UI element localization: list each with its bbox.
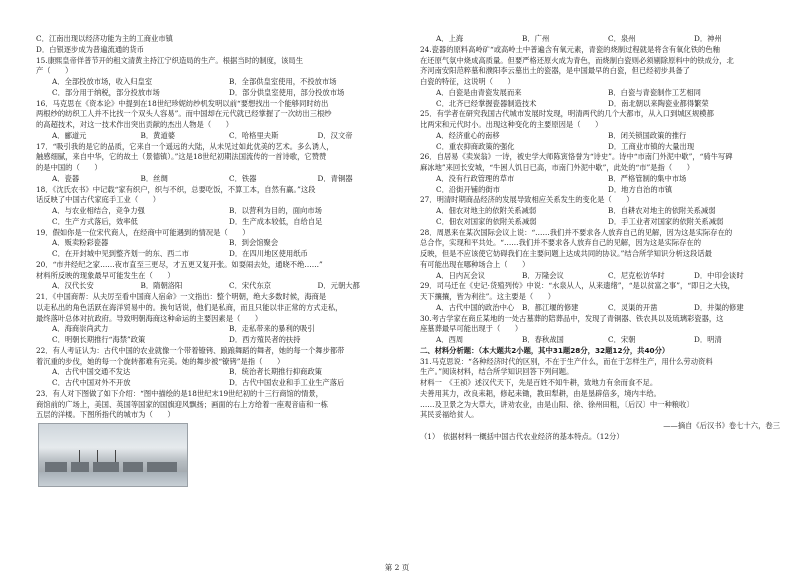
source-citation: ——摘自《后汉书》卷七十六，卷三: [663, 421, 780, 430]
text-line: 29．司马迁在《史记·货殖列传》中说：“水泉从人，从来遗绪”，“是以贫富之事”，“即日之大钱，: [420, 281, 735, 291]
answer-option: B．以营利为目的，面向市场: [229, 206, 322, 215]
answer-options: [36, 131, 406, 142]
text-line: 26．自居易《卖炭翁》一诗，被史学大师陈寅恪誉为“诗史”。诗中“市南门外泥中歇”，“骑牛写碑: [420, 152, 733, 162]
answer-option: C．明朝长期推行“海禁”政策: [52, 335, 146, 344]
text-line: 其民妥福给贫人。: [420, 410, 479, 420]
text-line: 齐河南安阳范粹墓和濮阳李云墓出土的瓷器，是中国最早的白瓷，但已经初步具备了: [420, 66, 690, 76]
answer-options: [420, 34, 780, 45]
text-line: 麻冰地”来回长安城，“牛困人饥日已高，市南门外泥中歇”，此处的“市”是指（ ）: [420, 163, 695, 172]
text-line: 两根纱的纺织工人并不比找一个双头人容易”。而中国却在元代就已经掌握了一次纺出三根纱: [36, 109, 332, 119]
answer-option: A．佃农对地主的依附关系减弱: [436, 206, 537, 215]
text-line: 31.马克思说：“各种经济时代的区别，不在于生产什么，而在于怎样生产，用什么劳动资料: [420, 356, 713, 366]
answer-options: [36, 217, 406, 228]
answer-options: [36, 281, 406, 292]
text-line: 19．假如你是一位宋代商人，在经商中可能遇到的情况是（ ）: [36, 227, 250, 237]
answer-option: C．在开封城中见到整齐划一的东、西二市: [52, 249, 189, 258]
text-line: 着沉重的步伐，她的每一个旋转都难有完美。她的舞步被“镣铐”是指（ ）: [36, 356, 285, 366]
answer-option: D．地方自治的市镇: [608, 184, 673, 194]
answer-option: C．沿街开铺的街市: [436, 184, 500, 194]
answer-option: A．白瓷是由青瓷发展而来: [436, 87, 522, 97]
answer-option: C．泉州: [608, 34, 636, 43]
text-line: 30.考古学家在商丘某地的一处古墓葬的陪葬品中，发现了青铜器、铁农具以及琉璃彩瓷器，这: [420, 313, 724, 323]
answer-option: B．隋朝洛阳: [140, 281, 183, 291]
answer-option: C．铁器: [229, 173, 257, 183]
text-line: 五层的洋楼。下图所指代的城市为（ ）: [36, 410, 175, 420]
text-line: ……及卫景之为大草大，讲劝农业，由是山阳、徐、徐州田粗，〔后汉〕中一种粮收〕: [420, 399, 694, 409]
text-line: 夫善用其力，改良耒耜，修起耒锄，教田犁耕，由是垦辟倍多，境内丰给。: [420, 388, 661, 398]
text-line: 16．马克思在《资本论》中提到在18世纪珍妮纺纱机发明以前“要想找出一个能够同时纺出: [36, 98, 329, 108]
text-line: 以走私出的角色活跃在海洋贸易中的。换句话说，他们是私商，而且只能以非正常的方式走私，: [36, 302, 343, 312]
text-line: 反映，但是不应该使它妨碍我们在主要问题上达成共同的协议。”结合所学知识分析这段话最: [420, 249, 712, 258]
answer-option: A．古代中国的政治中心: [436, 302, 515, 312]
answer-option: C．生产方式落后，效率低: [52, 216, 138, 226]
answer-options: [420, 271, 780, 282]
text-line: 的高超技术，对这一技术作出突出贡献的杰出人物是（ ）: [36, 120, 234, 129]
answer-option: C．北齐已经掌握瓷器制造技术: [436, 98, 537, 108]
text-line: 有可能出现在哪种场合上（ ）: [420, 259, 530, 269]
answer-option: A．郦道元: [52, 130, 87, 140]
answer-option: D．神州: [694, 34, 722, 43]
text-line: D．白银逐步成为普遍流通的货币: [36, 44, 145, 54]
answer-option: B．全部供皇室使用，不投放市场: [229, 77, 337, 86]
text-line: 材料一 《王祯》述汉代天下，先是百姓不知牛耕，致地力有余而食不足。: [420, 378, 658, 387]
answer-option: D．青铜器: [317, 173, 353, 183]
answer-option: B．闭关锁国政策的推行: [608, 130, 687, 140]
answer-options: [36, 367, 406, 378]
text-line: 在还原气氛中烧成高质量。但要严格还原火成为青色，而烧制白瓷则必须剔除原料中的铁成分，北: [420, 55, 734, 65]
answer-options: [420, 185, 780, 196]
answer-options: [420, 206, 780, 217]
answer-option: C．部分用于纳税，部分投放市场: [52, 87, 160, 97]
answer-option: D．在四川地区使用纸币: [229, 249, 308, 258]
text-line: 最终落叶总体对抗政府。导致明朝海商这种命运的主要因素是（ ）: [36, 313, 263, 323]
right-column: [420, 34, 780, 443]
answer-option: B．春秋战国: [522, 335, 564, 344]
text-line: 座墓葬最早可能出现于（ ）: [420, 324, 523, 334]
answer-options: [420, 217, 780, 228]
answer-option: B．黄道婆: [140, 130, 176, 140]
answer-options: [420, 131, 780, 142]
text-line: 21．《中国商帮：从夫厉至看中国商人宿命》一文指出：整个明朝，绝大多数时候，海商是: [36, 292, 327, 301]
answer-option: A．贩卖粉彩瓷器: [52, 238, 109, 248]
page-footer: 第 2 页: [384, 563, 410, 572]
answer-option: B．严格管制的集中市场: [608, 173, 687, 183]
answer-option: B．万隆会议: [522, 270, 564, 280]
text-line: 24.瓷器的原料高岭矿“或高岭土中普遍含有氧元素，青瓷的烧制过程就是将含有氧化铁的色釉: [420, 44, 720, 54]
answer-option: A．瓷器: [52, 173, 80, 183]
answer-options: [36, 324, 406, 335]
answer-option: B．丝绸: [140, 173, 168, 183]
text-line: 25．有学者在研究我国古代城市发展时发现，明清两代的几个大都市，从入口到城区规模都: [420, 109, 714, 119]
answer-option: D．汉文帝: [317, 130, 353, 140]
text-line: 产（ ）: [36, 66, 73, 76]
text-line: 话反映了中国古代家庭手工业（ ）: [36, 195, 161, 205]
text-line: 商馆前的广场上，美国、英国等国家的国旗迎风飘扬；画面的右上方给着一座观音庙和一栋: [36, 399, 328, 409]
answer-option: B．统治者长期推行抑商政策: [229, 367, 322, 377]
answer-option: D．生产成本较低，自给自足: [229, 216, 323, 226]
left-column: [36, 34, 406, 489]
text-line: 23．有人对下图做了如下介绍：“图中描绘的是18世纪末19世纪初的十三行商馆的情景，: [36, 388, 323, 398]
text-line: 总合作，实现和平共处。“……我们并不要求各人放弃自己的见解，因为这是实际存在的: [420, 238, 702, 248]
answer-option: A．古代中国交通不发达: [52, 367, 131, 377]
answer-option: C．古代中国对外不开放: [52, 378, 131, 387]
text-line: 天下攘攘，皆为利往”。这主要是（ ）: [420, 292, 556, 301]
text-line: 白瓷的特征，这说明（ ）: [420, 77, 515, 86]
answer-option: A．与农业相结合，竞争力强: [52, 206, 145, 215]
answer-options: [420, 335, 780, 346]
text-line: 22．有人考证认为：古代中国的农业就像一个带着镣铐、踉踉舞蹈的舞者，她的每一个舞步都带: [36, 345, 345, 355]
answer-options: [36, 174, 406, 185]
answer-option: D．元朝大都: [317, 281, 360, 291]
answer-option: D．西方殖民者的扶持: [229, 335, 301, 344]
answer-option: C．宋朝: [608, 335, 636, 344]
answer-option: C．宋代东京: [229, 281, 272, 291]
text-line: 18．《沈氏农书》中记载“家有织户，织与不织，总要吃饭，不算工本，自然有赢。”这段: [36, 184, 316, 194]
answer-options: [420, 142, 780, 153]
answer-option: A．日内瓦会议: [436, 270, 486, 280]
answer-options: [420, 88, 780, 99]
answer-option: B．都江堰的修建: [522, 302, 579, 312]
answer-option: D．明清: [694, 335, 722, 344]
answer-options: [36, 335, 406, 346]
text-line: 17．“吸引我的是它的品质，它来自一个遥远的大陆，从未见过如此优美的艺术。多么诱人，: [36, 141, 334, 151]
answer-option: A．没有行政管理的草市: [436, 173, 515, 183]
answer-option: B．自耕农对地主的依附关系减弱: [608, 206, 716, 215]
answer-options: [36, 88, 406, 99]
text-line: 27．明清时期商品经济的发展导致相应关系发生的变化是（ ）: [420, 195, 634, 205]
text-line: 材料所反映的现象最早可能发生在（ ）: [36, 270, 175, 280]
answer-option: A．西周: [436, 335, 464, 344]
text-line: （1） 依据材料一概括中国古代农业经济的基本特点。（12分）: [420, 431, 624, 441]
answer-option: D．井渠的修建: [694, 302, 744, 312]
text-line: 的是中国的（ ）: [36, 163, 102, 172]
answer-option: A．汉代长安: [52, 281, 94, 291]
answer-option: B．白瓷与青瓷制作工艺相同: [608, 87, 701, 97]
answer-option: D．南北朝以来陶瓷业都得繁荣: [608, 98, 709, 108]
section-heading: 二、材料分析题：（本大题共2小题，其中31题28分，32题12分，共40分）: [420, 345, 670, 355]
text-line: 20．“市井经纪之家……夜市直至三更尽，才五更又复开张。如耍闹去处，通晓不绝……”: [36, 259, 323, 269]
answer-option: C．尼克松访华时: [608, 270, 665, 280]
answer-options: [36, 378, 406, 389]
text-line: 15.康熙皇帝佯普节开的租文清黄主持江宁织造局的生产。根据当时的制度，该局生: [36, 55, 303, 65]
answer-option: A．上海: [436, 34, 464, 43]
answer-option: D．手工业者对国家的依附关系减弱: [608, 216, 724, 226]
text-line: 触感细腻，来自中华，它的故土（景德镇）。”这是18世纪初期法国流传的一首诗歌，它赞赞: [36, 152, 327, 162]
answer-option: A．全部投放市场，收入归皇室: [52, 77, 153, 86]
answer-option: C．佃农对国家的依附关系减弱: [436, 216, 537, 226]
answer-option: A．经济重心的南移: [436, 130, 500, 140]
answer-option: C．哈格里夫斯: [229, 130, 279, 140]
thirteen-factories-painting: [38, 423, 188, 487]
text-line: C．江南出现以经济功能为主的工商业市镇: [36, 34, 173, 43]
answer-options: [36, 77, 406, 88]
answer-option: B．广州: [522, 34, 550, 43]
answer-options: [36, 238, 406, 249]
text-line: 28．周恩来在某次国际会议上说：“……我们并不要求各人放弃自己的见解，因为这是实际存在的: [420, 227, 733, 237]
answer-option: D．古代中国农业和手工业生产落后: [229, 378, 345, 387]
answer-option: A．海商崇尚武力: [52, 324, 109, 334]
answer-option: D．中印会谈时: [694, 270, 744, 280]
answer-options: [36, 249, 406, 260]
answer-option: C．灵渠的开凿: [608, 302, 658, 312]
answer-option: C．重农抑商政策的强化: [436, 141, 515, 151]
answer-options: [420, 303, 780, 314]
text-line: 生产。”阅读材料，结合所学知识回答下列问题。: [420, 367, 574, 377]
answer-option: D．工商业市镇的大量出现: [608, 141, 695, 151]
answer-option: B．到会馆聚会: [229, 238, 279, 248]
answer-option: D．部分供皇室使用，部分投放市场: [229, 87, 345, 97]
answer-options: [36, 206, 406, 217]
answer-option: B．走私带来的暴利的吸引: [229, 324, 315, 334]
answer-options: [420, 99, 780, 110]
answer-options: [420, 174, 780, 185]
text-line: 比两宋和元代时小。出现这种变化的主要原因是（ ）: [420, 120, 603, 129]
